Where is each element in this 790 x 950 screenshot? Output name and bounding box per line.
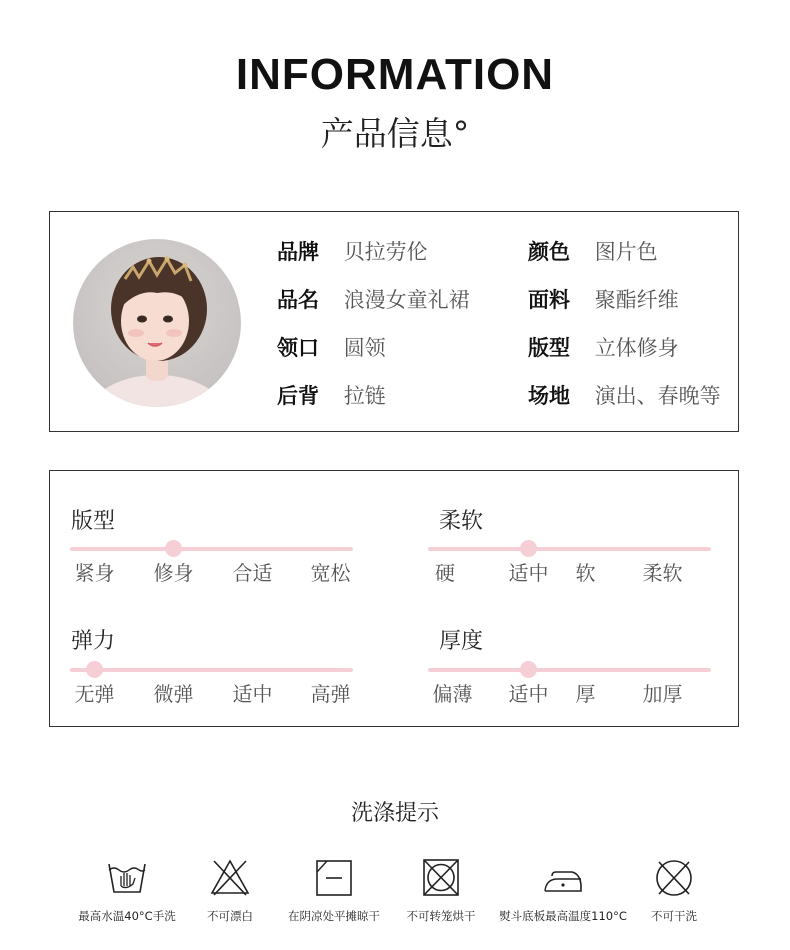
spec-title: 版型 — [71, 509, 116, 534]
spec-title: 柔软 — [439, 509, 484, 534]
spec-option: 高弹 — [310, 682, 351, 706]
spec-title: 弹力 — [71, 629, 116, 654]
spec-option: 宽松 — [310, 561, 351, 585]
wash-item-no-dry-clean — [609, 858, 739, 924]
spec-option: 硬 — [435, 561, 455, 585]
spec-option: 紧身 — [74, 561, 115, 585]
info-back — [277, 380, 386, 410]
info-key: 版型 — [528, 336, 570, 360]
info-value: 拉链 — [343, 384, 386, 408]
spec-option: 偏薄 — [432, 682, 473, 706]
info-key: 颜色 — [528, 240, 570, 264]
info-key: 后背 — [277, 384, 319, 408]
wash-label: 熨斗底板最高温度110°C — [499, 909, 627, 923]
spec-track — [70, 547, 353, 551]
info-fit — [528, 332, 679, 362]
wash-label: 不可干洗 — [651, 909, 697, 923]
model-photo — [73, 239, 241, 407]
info-value: 立体修身 — [594, 336, 679, 360]
info-brand — [277, 236, 428, 266]
spec-track — [428, 547, 711, 551]
spec-option: 柔软 — [642, 561, 683, 585]
spec-option: 软 — [575, 561, 596, 585]
spec-option: 无弹 — [74, 682, 115, 706]
title-english: INFORMATION — [235, 50, 555, 99]
girl-portrait-illustration — [73, 239, 241, 407]
no-bleach-icon — [209, 858, 251, 898]
spec-option: 厚 — [575, 682, 596, 706]
wash-label: 不可漂白 — [207, 909, 253, 923]
info-key: 品名 — [277, 288, 319, 312]
spec-indicator — [520, 540, 537, 557]
product-info-card — [49, 211, 739, 432]
info-value: 浪漫女童礼裙 — [343, 288, 470, 312]
wash-label: 最高水温40°C手洗 — [78, 909, 176, 923]
info-value: 圆领 — [343, 336, 386, 360]
fabric-spec-card — [49, 470, 739, 727]
spec-option: 加厚 — [642, 682, 683, 706]
wash-label: 在阴凉处平摊晾干 — [288, 909, 380, 923]
info-value: 图片色 — [594, 240, 658, 264]
spec-option: 合适 — [232, 561, 273, 585]
info-product-name — [277, 284, 470, 314]
info-occasion — [528, 380, 721, 410]
spec-option: 适中 — [232, 682, 273, 706]
hand-wash-icon — [106, 858, 148, 898]
info-value: 聚酯纤维 — [594, 288, 679, 312]
info-key: 面料 — [528, 288, 570, 312]
spec-title: 厚度 — [439, 629, 484, 654]
no-tumble-dry-icon — [420, 858, 462, 898]
shade-dry-flat-icon — [313, 858, 355, 898]
spec-track — [428, 668, 711, 672]
info-value: 贝拉劳伦 — [343, 240, 428, 264]
spec-track — [70, 668, 353, 672]
wash-item-no-tumble-dry — [376, 858, 506, 924]
info-key: 领口 — [277, 336, 319, 360]
wash-label: 不可转笼烘干 — [406, 909, 476, 923]
spec-indicator — [165, 540, 182, 557]
spec-option: 修身 — [153, 561, 194, 585]
no-dry-clean-icon — [653, 858, 695, 898]
info-fabric — [528, 284, 679, 314]
info-key: 品牌 — [277, 240, 319, 264]
iron-icon — [542, 858, 584, 898]
info-value: 演出、春晚等 — [594, 384, 721, 408]
info-collar — [277, 332, 386, 362]
info-key: 场地 — [528, 384, 570, 408]
spec-option: 微弹 — [153, 682, 194, 706]
spec-option: 适中 — [508, 561, 549, 585]
spec-indicator — [520, 661, 537, 678]
wash-title: 洗涤提示 — [350, 801, 439, 826]
spec-option: 适中 — [508, 682, 549, 706]
spec-indicator — [86, 661, 103, 678]
title-chinese: 产品信息° — [320, 114, 470, 153]
info-color — [528, 236, 658, 266]
